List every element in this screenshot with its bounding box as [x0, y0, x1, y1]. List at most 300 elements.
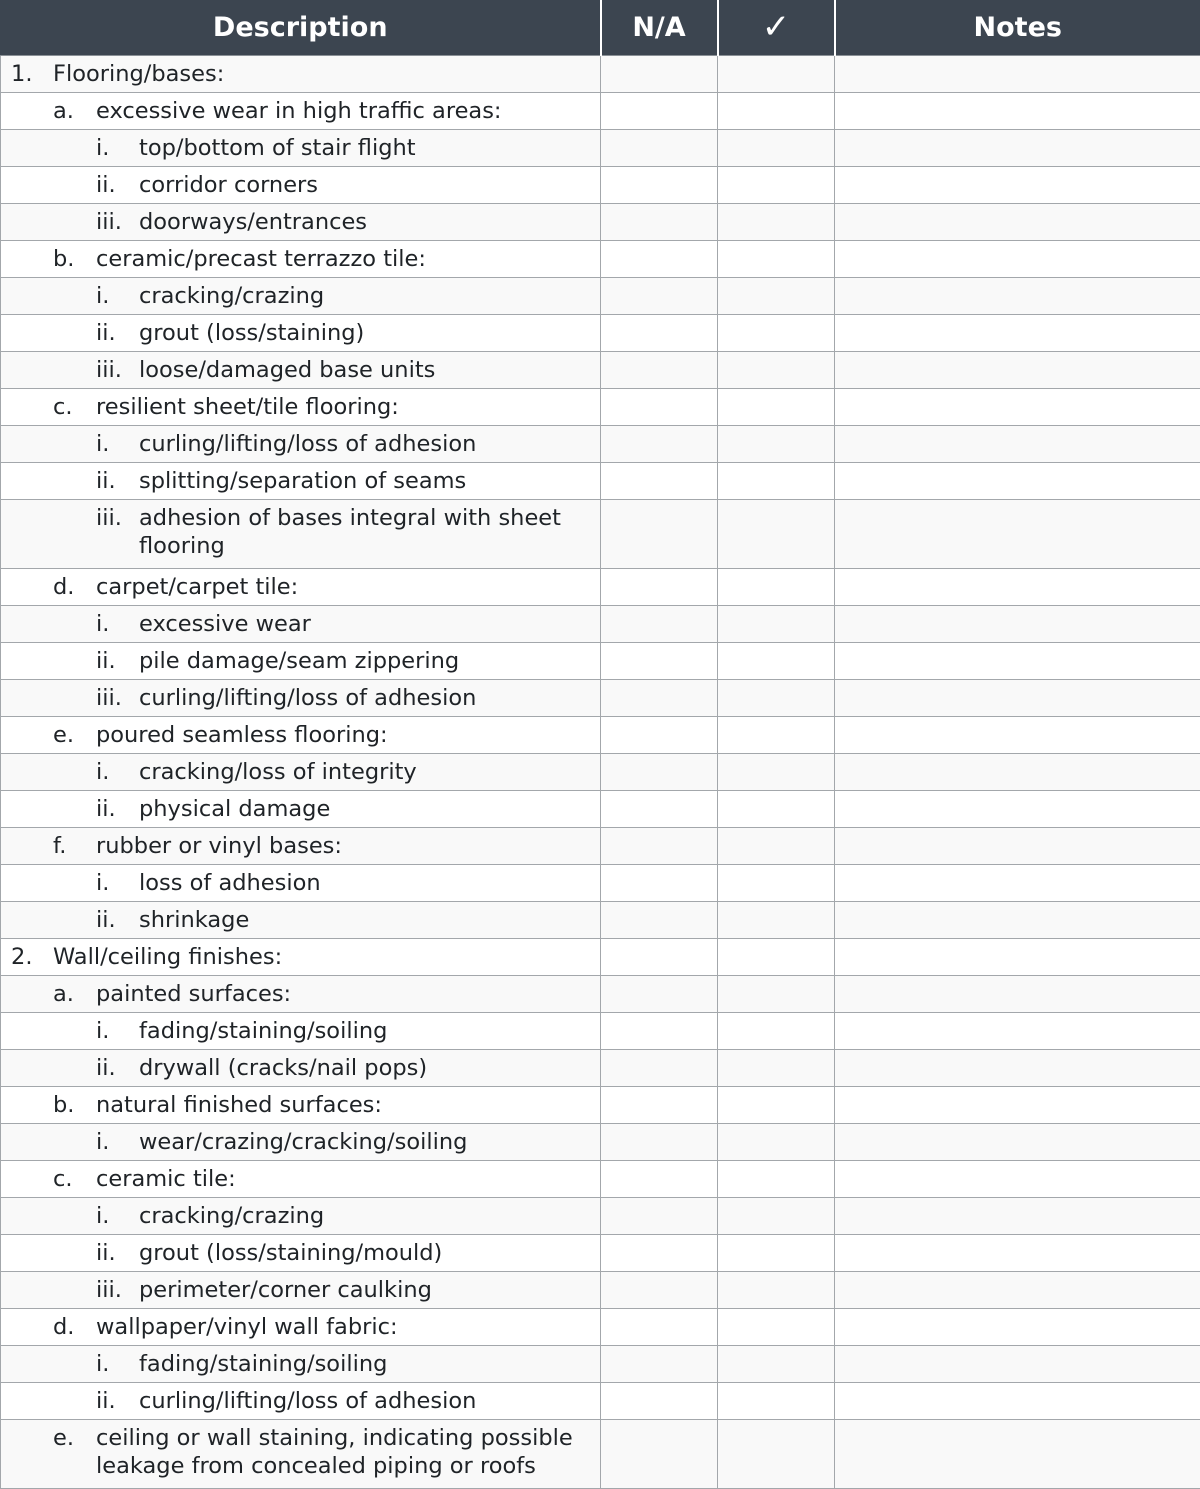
item-text: loss of adhesion: [139, 869, 600, 897]
checked-cell[interactable]: [718, 828, 835, 865]
checked-cell[interactable]: [718, 717, 835, 754]
item-text: physical damage: [139, 795, 600, 823]
checklist-item: [1, 869, 600, 897]
item-text: shrinkage: [139, 906, 600, 934]
checklist-item: [1, 134, 600, 162]
item-marker: iii.: [96, 1276, 139, 1304]
description-cell: [1, 1198, 601, 1235]
table-row: [1, 1161, 1200, 1198]
item-text: top/bottom of stair flight: [139, 134, 600, 162]
checked-cell[interactable]: [718, 241, 835, 278]
checked-cell[interactable]: [718, 278, 835, 315]
item-marker: ii.: [96, 467, 139, 495]
notes-cell[interactable]: [835, 754, 1200, 791]
checklist-item: [1, 60, 600, 88]
item-marker: c.: [53, 393, 96, 421]
description-cell: [1, 56, 601, 93]
notes-cell[interactable]: [835, 643, 1200, 680]
header-row: [1, 0, 1200, 56]
checklist-item: [1, 282, 600, 310]
item-marker: c.: [53, 1165, 96, 1193]
item-text: cracking/loss of integrity: [139, 758, 600, 786]
table-row: [1, 56, 1200, 93]
item-text: poured seamless flooring:: [96, 721, 600, 749]
description-cell: [1, 241, 601, 278]
checklist-item: [1, 504, 600, 560]
description-cell: [1, 389, 601, 426]
checked-cell[interactable]: [718, 939, 835, 976]
notes-cell[interactable]: [835, 315, 1200, 352]
notes-cell[interactable]: [835, 352, 1200, 389]
notes-cell[interactable]: [835, 939, 1200, 976]
item-text: carpet/carpet tile:: [96, 573, 600, 601]
na-cell[interactable]: [601, 865, 718, 902]
table-row: [1, 463, 1200, 500]
item-text: perimeter/corner caulking: [139, 1276, 600, 1304]
item-marker: a.: [53, 980, 96, 1008]
item-marker: i.: [96, 1350, 139, 1378]
item-marker: i.: [96, 1017, 139, 1045]
item-marker: d.: [53, 573, 96, 601]
item-text: painted surfaces:: [96, 980, 600, 1008]
checked-cell[interactable]: [718, 791, 835, 828]
checked-cell[interactable]: [718, 1198, 835, 1235]
notes-cell[interactable]: [835, 1420, 1200, 1489]
notes-cell[interactable]: [835, 976, 1200, 1013]
item-marker: i.: [96, 430, 139, 458]
checklist-item: [1, 1054, 600, 1082]
checked-cell[interactable]: [718, 569, 835, 606]
description-column-header: Description: [1, 0, 601, 56]
description-cell: [1, 828, 601, 865]
notes-cell[interactable]: [835, 1235, 1200, 1272]
table-row: [1, 754, 1200, 791]
checklist-item: [1, 1202, 600, 1230]
checklist-item: [1, 1239, 600, 1267]
na-cell[interactable]: [601, 204, 718, 241]
checked-cell[interactable]: [718, 606, 835, 643]
description-cell: [1, 1383, 601, 1420]
description-cell: [1, 1346, 601, 1383]
checked-cell[interactable]: [718, 1087, 835, 1124]
checklist-item: [1, 906, 600, 934]
na-cell[interactable]: [601, 389, 718, 426]
na-cell[interactable]: [601, 680, 718, 717]
checked-cell[interactable]: [718, 1013, 835, 1050]
checked-cell[interactable]: [718, 1346, 835, 1383]
table-row: [1, 1309, 1200, 1346]
item-marker: ii.: [96, 795, 139, 823]
table-row: [1, 278, 1200, 315]
checklist-item: [1, 1276, 600, 1304]
item-marker: b.: [53, 1091, 96, 1119]
table-row: [1, 865, 1200, 902]
notes-cell[interactable]: [835, 1050, 1200, 1087]
item-text: splitting/separation of seams: [139, 467, 600, 495]
table-row: [1, 93, 1200, 130]
notes-column-header: Notes: [835, 0, 1200, 56]
item-marker: i.: [96, 610, 139, 638]
checklist-item: [1, 832, 600, 860]
checked-cell[interactable]: [718, 680, 835, 717]
na-cell[interactable]: [601, 1124, 718, 1161]
item-marker: a.: [53, 97, 96, 125]
item-text: doorways/entrances: [139, 208, 600, 236]
checked-cell[interactable]: [718, 1235, 835, 1272]
checklist-item: [1, 1313, 600, 1341]
table-row: [1, 1050, 1200, 1087]
checked-cell[interactable]: [718, 1050, 835, 1087]
description-cell: [1, 130, 601, 167]
checked-cell[interactable]: [718, 976, 835, 1013]
na-cell[interactable]: [601, 1383, 718, 1420]
table-row: [1, 130, 1200, 167]
table-row: [1, 1087, 1200, 1124]
checklist-item: [1, 758, 600, 786]
checklist-item: [1, 245, 600, 273]
na-cell[interactable]: [601, 643, 718, 680]
table-row: [1, 606, 1200, 643]
item-marker: e.: [53, 721, 96, 749]
item-marker: i.: [96, 1128, 139, 1156]
item-marker: iii.: [96, 504, 139, 532]
na-cell[interactable]: [601, 463, 718, 500]
checked-cell[interactable]: [718, 1161, 835, 1198]
item-marker: iii.: [96, 208, 139, 236]
item-text: fading/staining/soiling: [139, 1017, 600, 1045]
na-cell[interactable]: [601, 1087, 718, 1124]
na-cell[interactable]: [601, 902, 718, 939]
table-row: [1, 1272, 1200, 1309]
notes-cell[interactable]: [835, 389, 1200, 426]
table-row: [1, 241, 1200, 278]
notes-cell[interactable]: [835, 1346, 1200, 1383]
item-text: curling/lifting/loss of adhesion: [139, 1387, 600, 1415]
checklist-item: [1, 980, 600, 1008]
description-cell: [1, 1087, 601, 1124]
item-marker: i.: [96, 282, 139, 310]
description-cell: [1, 463, 601, 500]
item-marker: 1.: [11, 60, 53, 88]
na-cell[interactable]: [601, 93, 718, 130]
description-cell: [1, 902, 601, 939]
na-cell[interactable]: [601, 167, 718, 204]
na-cell[interactable]: [601, 130, 718, 167]
notes-cell[interactable]: [835, 717, 1200, 754]
notes-cell[interactable]: [835, 1198, 1200, 1235]
description-cell: [1, 754, 601, 791]
notes-cell[interactable]: [835, 902, 1200, 939]
description-cell: [1, 1309, 601, 1346]
item-marker: ii.: [96, 1239, 139, 1267]
notes-cell[interactable]: [835, 1124, 1200, 1161]
description-cell: [1, 865, 601, 902]
table-row: [1, 569, 1200, 606]
item-text: fading/staining/soiling: [139, 1350, 600, 1378]
na-cell[interactable]: [601, 754, 718, 791]
checked-cell[interactable]: [718, 1272, 835, 1309]
item-text: grout (loss/staining/mould): [139, 1239, 600, 1267]
checked-cell[interactable]: [718, 1124, 835, 1161]
item-text: grout (loss/staining): [139, 319, 600, 347]
notes-cell[interactable]: [835, 1272, 1200, 1309]
checkmark-icon: ✓: [762, 7, 791, 47]
description-cell: [1, 680, 601, 717]
na-cell[interactable]: [601, 426, 718, 463]
checked-cell[interactable]: [718, 1383, 835, 1420]
notes-cell[interactable]: [835, 569, 1200, 606]
checked-cell[interactable]: [718, 865, 835, 902]
notes-cell[interactable]: [835, 500, 1200, 569]
item-marker: 2.: [11, 943, 53, 971]
table-row: [1, 1235, 1200, 1272]
checklist-item: [1, 1350, 600, 1378]
item-marker: ii.: [96, 171, 139, 199]
na-cell[interactable]: [601, 939, 718, 976]
notes-cell[interactable]: [835, 426, 1200, 463]
table-row: [1, 389, 1200, 426]
checklist-item: [1, 208, 600, 236]
item-marker: b.: [53, 245, 96, 273]
description-cell: [1, 643, 601, 680]
item-text: loose/damaged base units: [139, 356, 600, 384]
na-cell[interactable]: [601, 828, 718, 865]
checked-cell[interactable]: [718, 463, 835, 500]
item-text: wear/crazing/cracking/soiling: [139, 1128, 600, 1156]
checked-cell[interactable]: [718, 352, 835, 389]
item-text: excessive wear: [139, 610, 600, 638]
description-cell: [1, 1272, 601, 1309]
na-cell[interactable]: [601, 569, 718, 606]
notes-cell[interactable]: [835, 463, 1200, 500]
notes-cell[interactable]: [835, 680, 1200, 717]
na-column-header: N/A: [601, 0, 718, 56]
description-cell: [1, 278, 601, 315]
table-body: [1, 56, 1200, 1489]
description-cell: [1, 1013, 601, 1050]
table-row: [1, 1346, 1200, 1383]
item-text: drywall (cracks/nail pops): [139, 1054, 600, 1082]
item-text: Flooring/bases:: [53, 60, 600, 88]
description-cell: [1, 167, 601, 204]
na-cell[interactable]: [601, 717, 718, 754]
na-cell[interactable]: [601, 1161, 718, 1198]
item-marker: f.: [53, 832, 96, 860]
checklist-item: [1, 1128, 600, 1156]
checked-cell[interactable]: [718, 643, 835, 680]
item-text: resilient sheet/tile flooring:: [96, 393, 600, 421]
item-marker: ii.: [96, 647, 139, 675]
notes-cell[interactable]: [835, 167, 1200, 204]
table-row: [1, 1124, 1200, 1161]
na-cell[interactable]: [601, 1013, 718, 1050]
na-cell[interactable]: [601, 352, 718, 389]
checked-cell[interactable]: [718, 56, 835, 93]
item-text: excessive wear in high traffic areas:: [96, 97, 600, 125]
checked-cell[interactable]: [718, 902, 835, 939]
item-marker: ii.: [96, 1054, 139, 1082]
table-row: [1, 1198, 1200, 1235]
checklist-item: [1, 721, 600, 749]
item-marker: ii.: [96, 906, 139, 934]
notes-cell[interactable]: [835, 791, 1200, 828]
item-marker: i.: [96, 134, 139, 162]
na-cell[interactable]: [601, 56, 718, 93]
table-row: [1, 717, 1200, 754]
description-cell: [1, 204, 601, 241]
checked-cell[interactable]: [718, 93, 835, 130]
item-text: corridor corners: [139, 171, 600, 199]
notes-cell[interactable]: [835, 241, 1200, 278]
checklist-item: [1, 1387, 600, 1415]
notes-cell[interactable]: [835, 606, 1200, 643]
item-marker: i.: [96, 869, 139, 897]
table-row: [1, 167, 1200, 204]
description-cell: [1, 426, 601, 463]
notes-cell[interactable]: [835, 56, 1200, 93]
item-marker: ii.: [96, 1387, 139, 1415]
table-row: [1, 204, 1200, 241]
checklist-item: [1, 647, 600, 675]
notes-cell[interactable]: [835, 130, 1200, 167]
checked-column-header: [718, 0, 835, 56]
checklist-item: [1, 795, 600, 823]
table-header: [1, 0, 1200, 56]
checklist-item: [1, 1017, 600, 1045]
item-marker: i.: [96, 1202, 139, 1230]
notes-cell[interactable]: [835, 1309, 1200, 1346]
checked-cell[interactable]: [718, 1309, 835, 1346]
description-cell: [1, 939, 601, 976]
checked-cell[interactable]: [718, 315, 835, 352]
checklist-item: [1, 573, 600, 601]
table-row: [1, 315, 1200, 352]
notes-cell[interactable]: [835, 1161, 1200, 1198]
notes-cell[interactable]: [835, 865, 1200, 902]
checklist-item: [1, 393, 600, 421]
notes-cell[interactable]: [835, 1013, 1200, 1050]
notes-cell[interactable]: [835, 1087, 1200, 1124]
checked-cell[interactable]: [718, 130, 835, 167]
na-cell[interactable]: [601, 976, 718, 1013]
item-text: ceramic/precast terrazzo tile:: [96, 245, 600, 273]
checklist-item: [1, 943, 600, 971]
checklist-item: [1, 430, 600, 458]
item-marker: d.: [53, 1313, 96, 1341]
checked-cell[interactable]: [718, 426, 835, 463]
checked-cell[interactable]: [718, 204, 835, 241]
checklist-item: [1, 319, 600, 347]
description-cell: [1, 976, 601, 1013]
table-row: [1, 902, 1200, 939]
notes-cell[interactable]: [835, 278, 1200, 315]
item-text: cracking/crazing: [139, 1202, 600, 1230]
description-cell: [1, 1235, 601, 1272]
item-marker: e.: [53, 1424, 96, 1452]
item-text: curling/lifting/loss of adhesion: [139, 430, 600, 458]
na-cell[interactable]: [601, 1198, 718, 1235]
na-cell[interactable]: [601, 241, 718, 278]
table-row: [1, 1383, 1200, 1420]
checked-cell[interactable]: [718, 754, 835, 791]
table-row: [1, 939, 1200, 976]
item-marker: iii.: [96, 356, 139, 384]
description-cell: [1, 1050, 601, 1087]
table-row: [1, 643, 1200, 680]
item-text: curling/lifting/loss of adhesion: [139, 684, 600, 712]
checked-cell[interactable]: [718, 1420, 835, 1489]
description-cell: [1, 1161, 601, 1198]
item-text: pile damage/seam zippering: [139, 647, 600, 675]
description-cell: [1, 569, 601, 606]
notes-cell[interactable]: [835, 204, 1200, 241]
checklist-item: [1, 684, 600, 712]
item-text: wallpaper/vinyl wall fabric:: [96, 1313, 600, 1341]
na-cell[interactable]: [601, 1420, 718, 1489]
description-cell: [1, 352, 601, 389]
na-cell[interactable]: [601, 791, 718, 828]
checked-cell[interactable]: [718, 500, 835, 569]
na-cell[interactable]: [601, 1309, 718, 1346]
checklist-item: [1, 610, 600, 638]
checklist-item: [1, 467, 600, 495]
na-cell[interactable]: [601, 1272, 718, 1309]
na-cell[interactable]: [601, 315, 718, 352]
item-marker: iii.: [96, 684, 139, 712]
checklist-item: [1, 171, 600, 199]
item-marker: i.: [96, 758, 139, 786]
na-cell[interactable]: [601, 278, 718, 315]
item-text: rubber or vinyl bases:: [96, 832, 600, 860]
notes-cell[interactable]: [835, 93, 1200, 130]
checklist-item: [1, 1091, 600, 1119]
checklist-item: [1, 1424, 600, 1480]
notes-cell[interactable]: [835, 1383, 1200, 1420]
table-row: [1, 828, 1200, 865]
description-cell: [1, 717, 601, 754]
table-row: [1, 352, 1200, 389]
description-cell: [1, 93, 601, 130]
item-text: natural finished surfaces:: [96, 1091, 600, 1119]
checklist-item: [1, 356, 600, 384]
na-cell[interactable]: [601, 1050, 718, 1087]
table-row: [1, 680, 1200, 717]
checklist-item: [1, 97, 600, 125]
description-cell: [1, 315, 601, 352]
na-cell[interactable]: [601, 1346, 718, 1383]
description-cell: [1, 500, 601, 569]
na-cell[interactable]: [601, 500, 718, 569]
item-text: adhesion of bases integral with sheet flooring: [139, 504, 600, 560]
table-row: [1, 500, 1200, 569]
na-cell[interactable]: [601, 606, 718, 643]
checked-cell[interactable]: [718, 167, 835, 204]
table-row: [1, 1420, 1200, 1489]
checklist-item: [1, 1165, 600, 1193]
table-row: [1, 976, 1200, 1013]
table-row: [1, 1013, 1200, 1050]
item-marker: ii.: [96, 319, 139, 347]
description-cell: [1, 791, 601, 828]
item-text: ceramic tile:: [96, 1165, 600, 1193]
item-text: Wall/ceiling finishes:: [53, 943, 600, 971]
table-row: [1, 791, 1200, 828]
description-cell: [1, 1420, 601, 1489]
notes-cell[interactable]: [835, 828, 1200, 865]
na-cell[interactable]: [601, 1235, 718, 1272]
table-row: [1, 426, 1200, 463]
checked-cell[interactable]: [718, 389, 835, 426]
